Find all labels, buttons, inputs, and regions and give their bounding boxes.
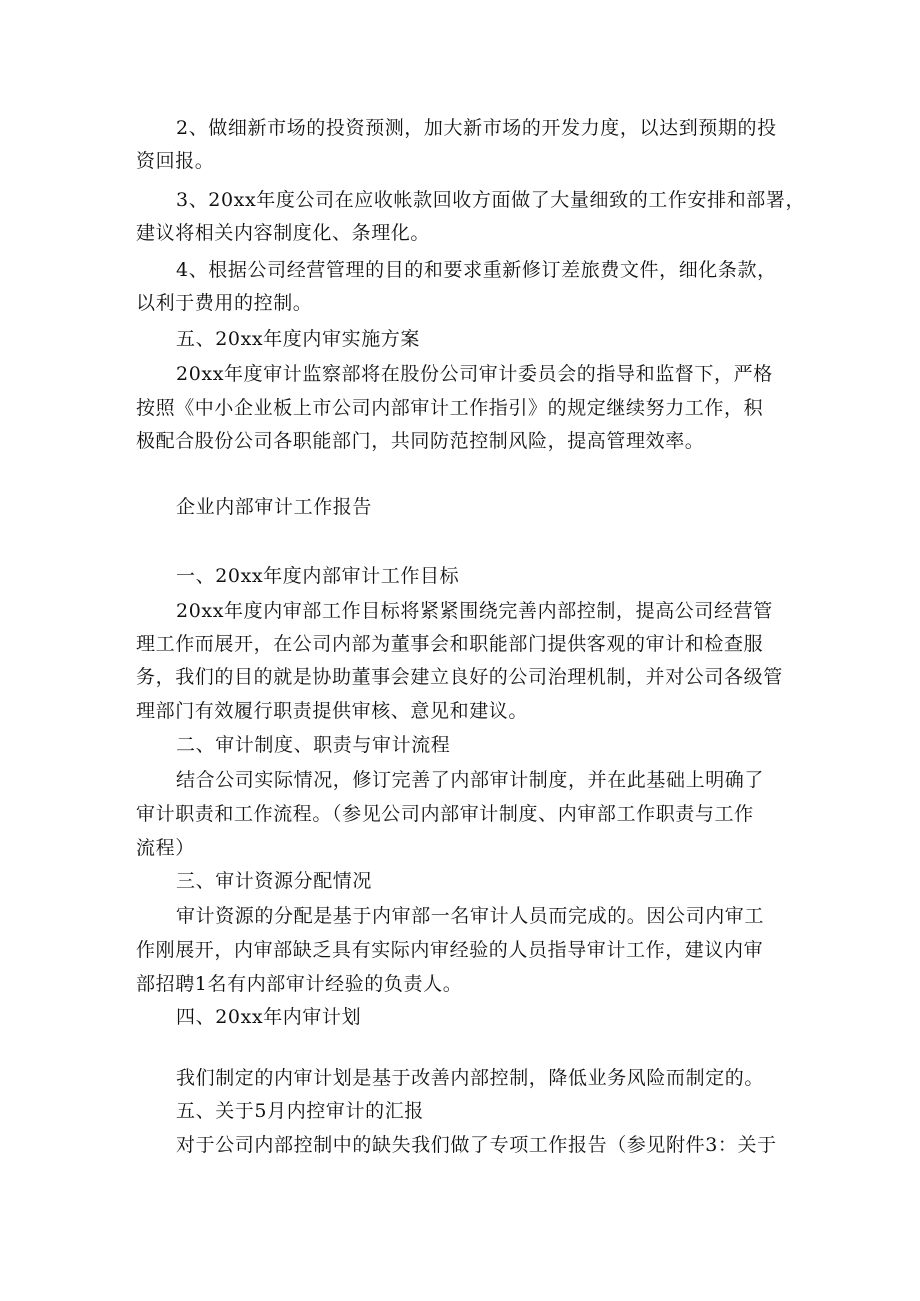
paragraph-line: 审计职责和工作流程。（参见公司内部审计制度、内审部工作职责与工作 bbox=[136, 803, 754, 825]
paragraph-line: 4、根据公司经营管理的目的和要求重新修订差旅费文件，细化条款， bbox=[176, 259, 777, 281]
paragraph-line: 极配合股份公司各职能部门，共同防范控制风险，提高管理效率。 bbox=[136, 430, 705, 452]
section-heading: 二、审计制度、职责与审计流程 bbox=[176, 734, 451, 756]
paragraph-line: 建议将相关内容制度化、条理化。 bbox=[136, 222, 431, 244]
paragraph-line: 审计资源的分配是基于内审部一名审计人员而完成的。因公司内审工 bbox=[176, 905, 765, 927]
paragraph-line: 20xx年度内审部工作目标将紧紧围绕完善内部控制，提高公司经营管 bbox=[176, 600, 773, 622]
paragraph-line: 资回报。 bbox=[136, 150, 215, 172]
paragraph-line: 理工作而展开，在公司内部为董事会和职能部门提供客观的审计和检查服 bbox=[136, 633, 764, 655]
paragraph-line: 以利于费用的控制。 bbox=[136, 292, 313, 314]
paragraph-line: 对于公司内部控制中的缺失我们做了专项工作报告（参见附件3：关于 bbox=[176, 1134, 777, 1156]
paragraph-line: 我们制定的内审计划是基于改善内部控制，降低业务风险而制定的。 bbox=[176, 1067, 765, 1089]
section-heading: 一、20xx年度内部审计工作目标 bbox=[176, 565, 460, 587]
report-title: 企业内部审计工作报告 bbox=[176, 496, 373, 518]
section-heading: 四、20xx年内审计划 bbox=[176, 1006, 362, 1028]
paragraph-line: 2、做细新市场的投资预测，加大新市场的开发力度，以达到预期的投 bbox=[176, 117, 777, 139]
section-heading: 五、关于5月内控审计的汇报 bbox=[176, 1100, 424, 1122]
paragraph-line: 流程） bbox=[136, 837, 195, 859]
section-heading: 三、审计资源分配情况 bbox=[176, 870, 373, 892]
paragraph-line: 务，我们的目的就是协助董事会建立良好的公司治理机制，并对公司各级管 bbox=[136, 666, 783, 688]
paragraph-line: 结合公司实际情况，修订完善了内部审计制度，并在此基础上明确了 bbox=[176, 769, 765, 791]
paragraph-line: 20xx年度审计监察部将在股份公司审计委员会的指导和监督下，严格 bbox=[176, 363, 773, 385]
paragraph-line: 部招聘1名有内部审计经验的负责人。 bbox=[136, 973, 463, 995]
section-heading: 五、20xx年度内审实施方案 bbox=[176, 328, 421, 350]
paragraph-line: 理部门有效履行职责提供审核、意见和建议。 bbox=[136, 700, 529, 722]
paragraph-line: 3、20xx年度公司在应收帐款回收方面做了大量细致的工作安排和部署， bbox=[176, 189, 806, 211]
paragraph-line: 作刚展开，内审部缺乏具有实际内审经验的人员指导审计工作，建议内审 bbox=[136, 939, 764, 961]
paragraph-line: 按照《中小企业板上市公司内部审计工作指引》的规定继续努力工作，积 bbox=[136, 397, 764, 419]
